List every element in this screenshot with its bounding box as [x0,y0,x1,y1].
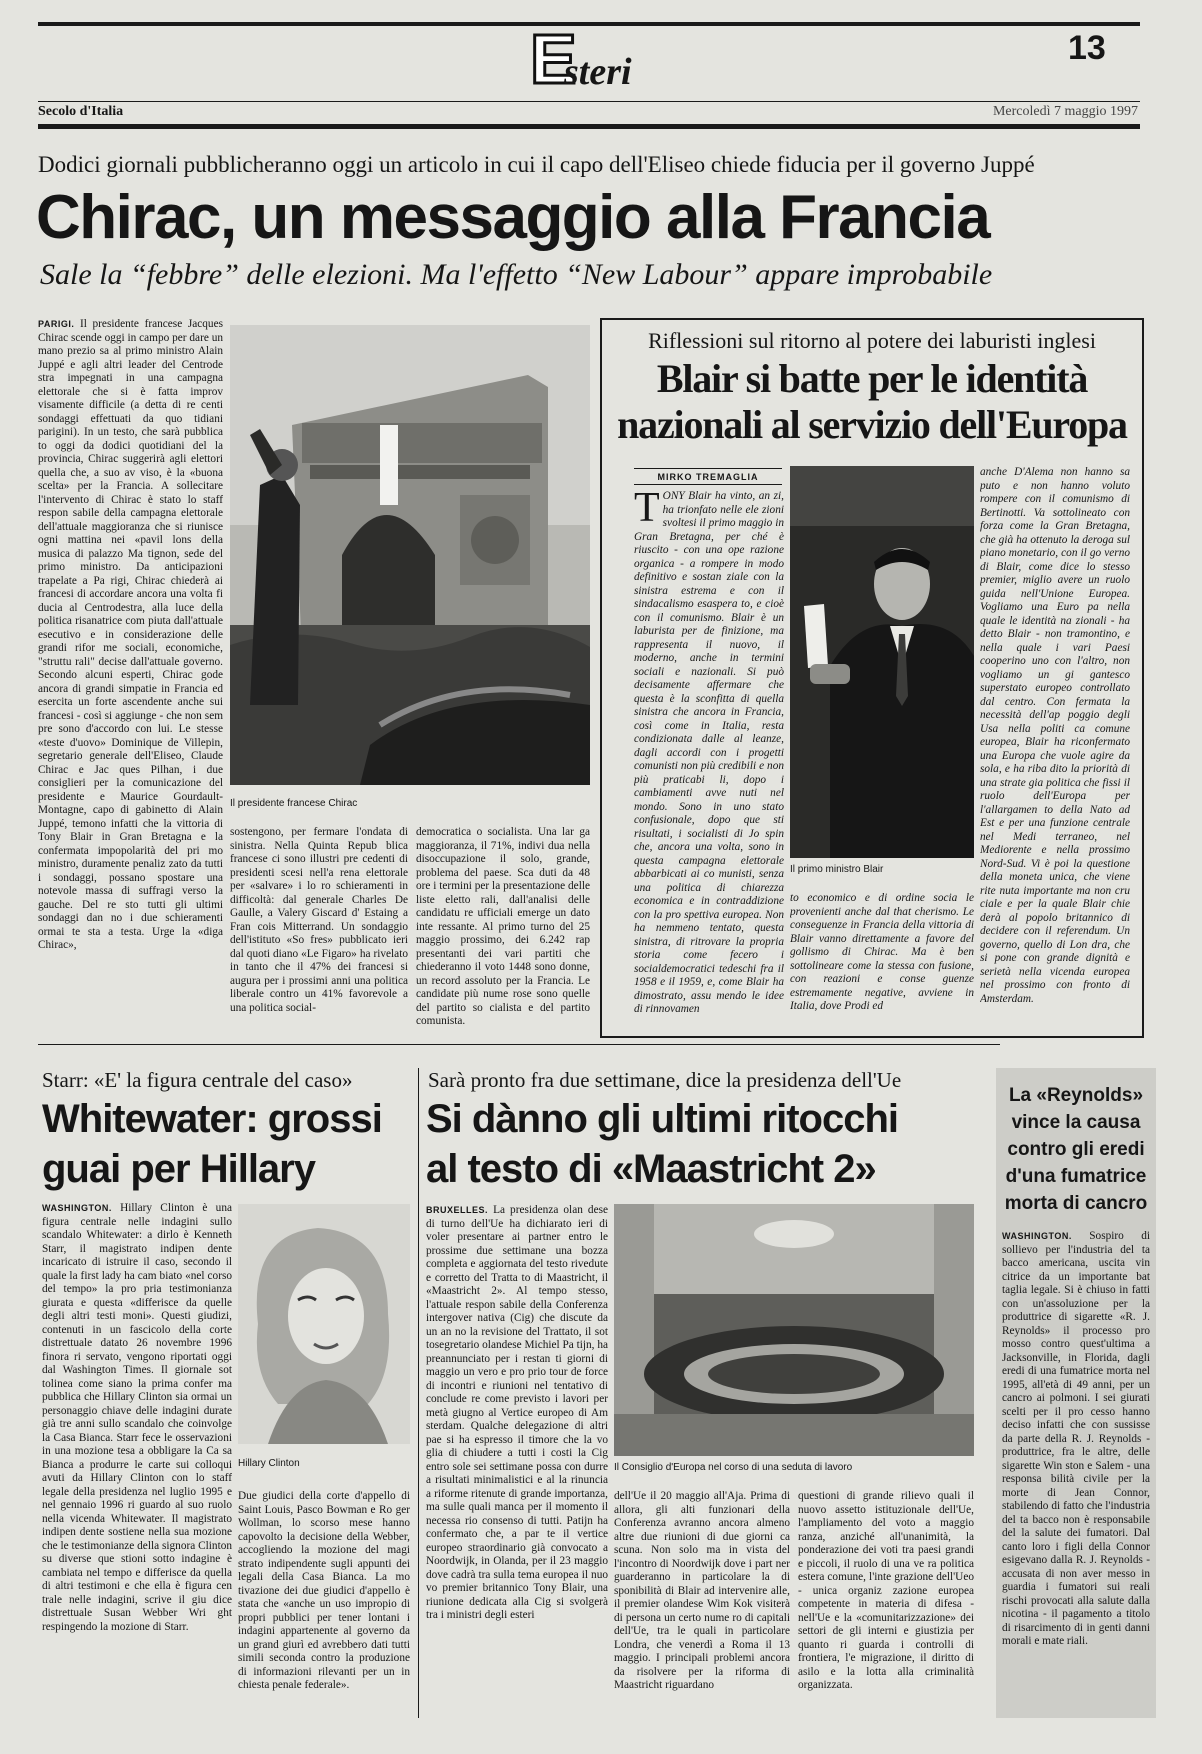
hillary-col2-text: Due giudici della corte d'appello di Saint Louis, Pasco Bowman e Ro ger Wollman, lo scorso mese hanno capovolto la decisione della Webber, accogliendo la mozione del magi strato indipendente sugli appunti dei legali della Casa Bianca. La mo tivazione dei due giudici d'appello è stata che «anche un uso impropio di propri pubblici per tener lontani i indagini appartenente al governo da un grand giurì ed avrebbero dati tutti simili seconda contro la produzione di informazioni rilevanti per un in chiesta penale federale». [238,1490,410,1691]
lead-column-2 [230,826,408,1030]
chirac-photo [230,325,590,785]
blair-photo-caption: Il primo ministro Blair [790,864,884,875]
blair-column-3 [980,466,1130,1028]
hillary-column-2 [238,1490,410,1712]
blair-byline: MIRKO TREMAGLIA [657,472,759,482]
newspaper-name: Secolo d'Italia [38,104,124,119]
maastricht-headline-2: al testo di «Maastricht 2» [426,1147,876,1191]
council-meeting-illustration [614,1204,974,1456]
lead-col2-text: sostengono, per fermare l'ondata di sinistra. Nella Quinta Repub blica francese ci sono illustri pre cedenti di presidenti scesi nell'a rena elettorale per «salvare» i lo ro schieramenti in difficoltà: dal generale Charles De Gaulle, a Valery Giscard d' Estaing a Fran cois Mitterrand. Un sondaggio dell'istituto «So fres» pubblicato ieri dal quoti diano «Le Figaro» ha rivelato in tanto che il 47% dei francesi si augura per i prossimi anni una politica liberale contro un 41% favorevole a una politica social- [230,826,408,1014]
blair-col1-text: ONY Blair ha vinto, an zi, ha trionfato nelle ele zioni svoltesi il primo maggio in Gran Bretagna, per ché è riuscito - con una ope razione organica - a rompere in modo definitivo e sostan ziale con la sinistra estrema e con il sindacalismo esaspera to, e cioè con il comunismo. Blair è un laburista per de finizione, ma rappresenta il nuovo, il moderno, anche in termini sociali e nazionali. Si può decisamente affermare che questa è la sconfitta di quella sinistra che ancora in Francia, così come in Italia, resta condizionata dalle al leanze, dagli accordi con i progetti comunisti non più credibili e non più praticabi li, dopo i cambiamenti avve nuti nel mondo. Sono in uno stato confusionale, dopo que sti risultati, i socialisti di Jo spin che, ancora una volta, sono in questa campagna elettorale abbarbicati ai co munisti, senza una politica di chiarezza economica e in contraddizione con la pro spettiva europea. Non ha nemmeno tentato, questa sinistra, di ritrovare la propria storia come fecero i socialdemocratici tedeschi fra il 1958 e il 1959, e, come Blair ha dimostrato, assu mendo le idee di rinnovamen [634,490,784,1015]
maastricht-col1-text: La presidenza olan dese di turno dell'Ue ha dichiarato ieri di voler presentare ai partner entro le prossime due settimane una bozza completa e aggiornata del testo rivedute e corretto del Tratta to di Maastricht, il «Maastricht 2». Al tempo stesso, l'attuale respon sabile della Conferenza intergover nativa (Cig) che discute da un an no la revisione del Trattato, il sot tosegretario olandese Michiel Pa tijn, ha preannunciato per i restan ti giorni di maggio un vero e pro prio tour de force di incontri e riunioni nel tentativo di conclude re come previsto i lavori per metà giugno al Vertice europeo di Am sterdam. Qualche delegazione di altri pae si ha espresso il timore che la vo glia di chiudere a tutti i costi la Cig entro sole sei settimane possa con durre a risultati minimalistici e al la rinuncia a riforme ritenute di grande importanza, ma sulle quali manca per il momento il necessa rio consenso di tutti. Patijn ha confermato che, a par te il vertice europeo straordinario già convocato a Noordwijk, in Olanda, per il 23 maggio dove cadrà tra sulla tema europea il nuo vo premier britannico Tony Blair, una riunione dedicata alla Cig si svolgerà tra i ministri degli esteri [426,1204,608,1621]
masthead-thick-rule [38,124,1140,129]
reynolds-dateline: WASHINGTON. [1002,1231,1072,1241]
hillary-column-1 [42,1202,232,1712]
blair-photo [790,466,974,858]
arc-de-triomphe-illustration [230,325,590,785]
lead-kicker: Dodici giornali pubblicheranno oggi un articolo in cui il capo dell'Eliseo chiede fiducia per il governo Juppé [38,152,1035,177]
hillary-photo-caption: Hillary Clinton [238,1458,300,1469]
hillary-kicker: Starr: «E' la figura centrale del caso» [42,1068,353,1092]
lead-dateline: PARIGI. [38,319,75,329]
hillary-dateline: WASHINGTON. [42,1203,112,1213]
blair-column-1 [634,490,784,1028]
masthead-thin-rule [38,101,1140,102]
maastricht-column-2 [614,1490,790,1712]
issue-date: Mercoledì 7 maggio 1997 [992,104,1138,119]
byline-rule-bottom [634,484,782,485]
maastricht-headline-1: Si dànno gli ultimi ritocchi [426,1097,899,1141]
page-number: 13 [1068,29,1106,67]
maastricht-column-3 [798,1490,974,1712]
lower-section-rule [38,1044,1000,1045]
byline-rule-top [634,468,782,469]
lead-column-1 [38,318,223,1030]
reynolds-column [1002,1230,1150,1714]
maastricht-col2-text: dell'Ue il 20 maggio all'Aja. Prima di allora, gli alti funzionari della Conferenza avranno ancora almeno altre due riunioni di due giorni ca scuna. Non solo ma in vista del l'incontro di Noordwijk dove i part ner guarderanno in particolare la di sponibilità di Blair ad intervenire alle, il premier olandese Wim Kok visiterà di persona un certo nume ro di capitali dell'Ue, tra le quali in particolare Londra, che venerdì a Roma il 13 maggio. I principali problemi ancora da risolvere per la riforma di Maastricht riguardano [614,1490,790,1691]
top-rule [38,22,1140,26]
council-photo-caption: Il Consiglio d'Europa nel corso di una seduta di lavoro [614,1462,853,1473]
maastricht-col3-text: questioni di grande rilievo quali il nuovo assetto istituzionale dell'Ue, l'ampliamento del voto a maggio ranza, anziché all'unanimità, la ponderazione dei voti tra paesi grandi e piccoli, il ruolo di una ve ra politica estera comune, l'inte grazione dell'Ueo - unica organiz zazione europea competente in materia di difesa - nell'Ue e la «comunitarizzazione» dei settori de gli interni e giustizia per quanto ri guarda i controlli di frontiera, l'e migrazione, il diritto di asilo e la lotta alla criminalità organizzata. [798,1490,974,1691]
reynolds-col-text: Sospiro di sollievo per l'industria del ta bacco americana, uscita vin citrice da un importante bat taglia legale. Si è chiuso in fatti con un'assoluzione per la produttrice di sigarette «R. J. Reynolds» il processo pro mosso contro quest'ultima a Jacksonville, in Florida, dagli eredi di una fumatrice morta nel 1995, all'età di 49 anni, per un cancro ai polmoni. I sei giurati scelti per il pro cesso hanno deciso infatti che con sussisse da parte della R. J. Reynolds - produttrice, fra le altre, delle sigarette Win ston e Salem - una responsa bilità civile per la morte di Jean Connor, stabilendo di fatto che l'industria del ta bacco non è responsabile del la salute dei fumatori. Dal canto loro i figli della Connor esigevano dalla R. J. Reynolds - accusata di non aver messo in guardia i fumatori sui reali rischi provocati alla salute dalla nicotina - il pagamento a titolo di risarcimento di in genti danni morali e mate riali. [1002,1230,1150,1647]
chirac-photo-caption: Il presidente francese Chirac [230,798,358,809]
lead-col3-text: democratica o socialista. Una lar ga maggioranza, il 71%, indivi dua nella disoccupazione il solo, grande, problema del paese. Sca duti da 48 ore i termini per la presentazione delle liste eletto rali, dall'analisi delle candidatu re ufficiali emerge un dato inte ressante. Al primo turno del 25 maggio prossimo, dei 6.242 rap presentanti dei vari partiti che chiederanno il voto 1448 sono donne, un record assoluto per la Francia. Le candidate più nume rose sono quelle del partito so cialista e del partito comunista. [416,826,590,1027]
blair-col3-text: anche D'Alema non hanno sa puto e non hanno voluto rompere con il comunismo di Bertinotti. Va sottolineato con forza come la Gran Bretagna, che già ha ottenuto la deroga sul piano monetario, con il go verno di Blair, come dice lo stesso premier, miglio avere un ruolo guida nell'Unione Europea. Vogliamo una Euro pa nella quale le identità na zionali - ha detto Blair - non tramontino, e nella quale i vari Paesi cooperino uno con l'altro, non vogliamo un gi gantesco superstato europeo controllato dal centro. Con fermata la necessità dell'ap poggio degli Usa nella politi ca comune europea, Blair ha riconfermato una Europa che vuole agire da sola, e ha riba dito la priorità di una strate gia politica che fissi il ruolo dell'Europa per l'allargamen to della Nato ad Est e per una funzione centrale nel Medi terraneo, nel Mediorente e nella prossimo Nord-Sud. Vi è poi la questione della moneta unica, che viene rite nuta importante ma non cru ciale e per la quale Blair chie derà al popolo britannico di decidere con il referendum. Un governo, quello di Lon dra, che si pone con grande dignità e serietà nella vicenda europea nel prossimo con fronto di Amsterdam. [980,466,1130,1005]
lead-col1-text: Il presidente francese Jacques Chirac scende oggi in campo per dare un mano prezio sa al primo ministro Alain Juppé e agli altri leader del Centrode stra impegnati in una campagna elettorale che si è fatta improv visamente difficile (a detta di re centi sondaggi effettuati da quo tidiani parigini). In un testo, che sarà pubblica to oggi da dodici quotidiani del la provincia, Chirac suggerirà agli elettori quella che, a suo av viso, è la «buona scelta» per la Francia. A sollecitare l'intervento di Chirac è stato lo staff respon sabile della campagna elettorale dell'attuale maggioranza che si riunisce ogni mattina nei «pavil lons della musica di palazzo Ma tignon, sede del primo ministro. Da anticipazioni trapelate a Pa rigi, Chirac chiederà ai francesi di accordare ancora una volta fi ducia al Centrodestra, alla luce della politica risanatrice com piuta dall'attuale esecutivo e in considerazione delle grandi rifor me sociali, economiche, "struttu rali" decise dall'attuale governo. Secondo alcuni esperti, Chirac gode ancora di grandi simpatie in Francia ed esercita un forte ascendente anche sui francesi - così si aggiunge - che non sem pre sono d'accordo con lui. Le stesse «teste d'uovo» Dominique de Villepin, segretario generale dell'Eliseo, Claude Chirac e Jac ques Pilhan, i due consiglieri per la comunicazione del presidente e Maurice Gourdault-Montagne, capo di gabinetto di Alain Juppé, temono infatti che la vittoria di Tony Blair in Gran Bretagna e la confermata impopolarità del pri mo ministro, duramente penaliz zato da tutti i sondaggi, possano spostare una notevole massa di suffragi verso la gauche. Del re sto tutti gli ultimi sondaggi dan no i due schieramenti ormai te sta a testa. Urge la «diga Chirac», [38,318,223,951]
maastricht-kicker: Sarà pronto fra due settimane, dice la presidenza dell'Ue [428,1068,902,1092]
blair-drop-cap: T [634,490,660,531]
blair-col2-text: to economico e di ordine socia le provenienti anche dal that cherismo. Le conseguenze in Francia della vittoria di Blair vanno direttamente a favore del gollismo di Chirac. Ma è ben sottolineare come la stessa con fusione, con reazioni e conse guenze estremamente negative, avviene in Italia, dove Prodi ed [790,892,974,1012]
maastricht-dateline: BRUXELLES. [426,1205,489,1215]
hillary-headline: Whitewater: grossi guai per Hillary [42,1097,382,1191]
reynolds-headline: La «Reynolds» vince la causa contro gli eredi d'una fumatrice morta di cancro [1004,1085,1148,1214]
council-photo [614,1204,974,1456]
lead-column-3 [416,826,590,1030]
blair-kicker: Riflessioni sul ritorno al potere dei laburisti inglesi [648,328,1096,353]
hillary-divider [418,1068,419,1718]
hillary-portrait-illustration [238,1204,410,1444]
maastricht-column-1 [426,1204,608,1712]
section-name: steri [564,51,632,93]
hillary-col1-text: Hillary Clinton è una figura centrale nelle indagini sullo scandalo Whitewater: a dirlo è Kenneth Starr, il magistrato indipen dente incaricato di istruire il caso, secondo il quale la first lady ha cam biato «nel corso del tempo» la pro pria testimonianza giurata e questa «differisce da quelle degli altri testi moni». Questi giudizi, contenuti in un fascicolo della corte distrettuale datato 26 novembre 1996 finora ri servato, vengono riportati oggi dal Washington Times. Il giornale sot tolinea come siano la prima confer ma pubblica che Hillary Clinton sia ormai un personaggio chiave delle indagini durate già tre anni sullo scandalo che coinvolge la Casa Bianca. Starr fece le osservazioni in una mozione tesa a obbligare la Ca sa Bianca a produrre le carte sui colloqui avuti da Hillary Clinton con lo staff legale della presidenza nel luglio 1995 e nel gennaio 1996 ri guardo al suo ruolo nella vicenda Whitewater. Il magistrato indipen dente sostiene nella sua mozione che le testimonianze della signora Clinton su diverse que stioni sotto indagine è cambiata nel tempo e differisce da quella di altri testimoni e che ella è figura cen trale nelle indagini, scrive il giu dice distrettuale Susan Webber Wri ght respingendo la mozione di Starr. [42,1202,232,1633]
blair-column-2 [790,892,974,1028]
lead-subhead: Sale la “febbre” delle elezioni. Ma l'effetto “New Labour” appare improbabile [40,258,993,291]
blair-portrait-illustration [790,466,974,858]
lead-headline: Chirac, un messaggio alla Francia [36,183,990,252]
hillary-photo [238,1204,410,1444]
section-initial: E [530,20,577,98]
blair-headline-2: nazionali al servizio dell'Europa [617,402,1127,447]
blair-headline-1: Blair si batte per le identità [656,356,1088,401]
